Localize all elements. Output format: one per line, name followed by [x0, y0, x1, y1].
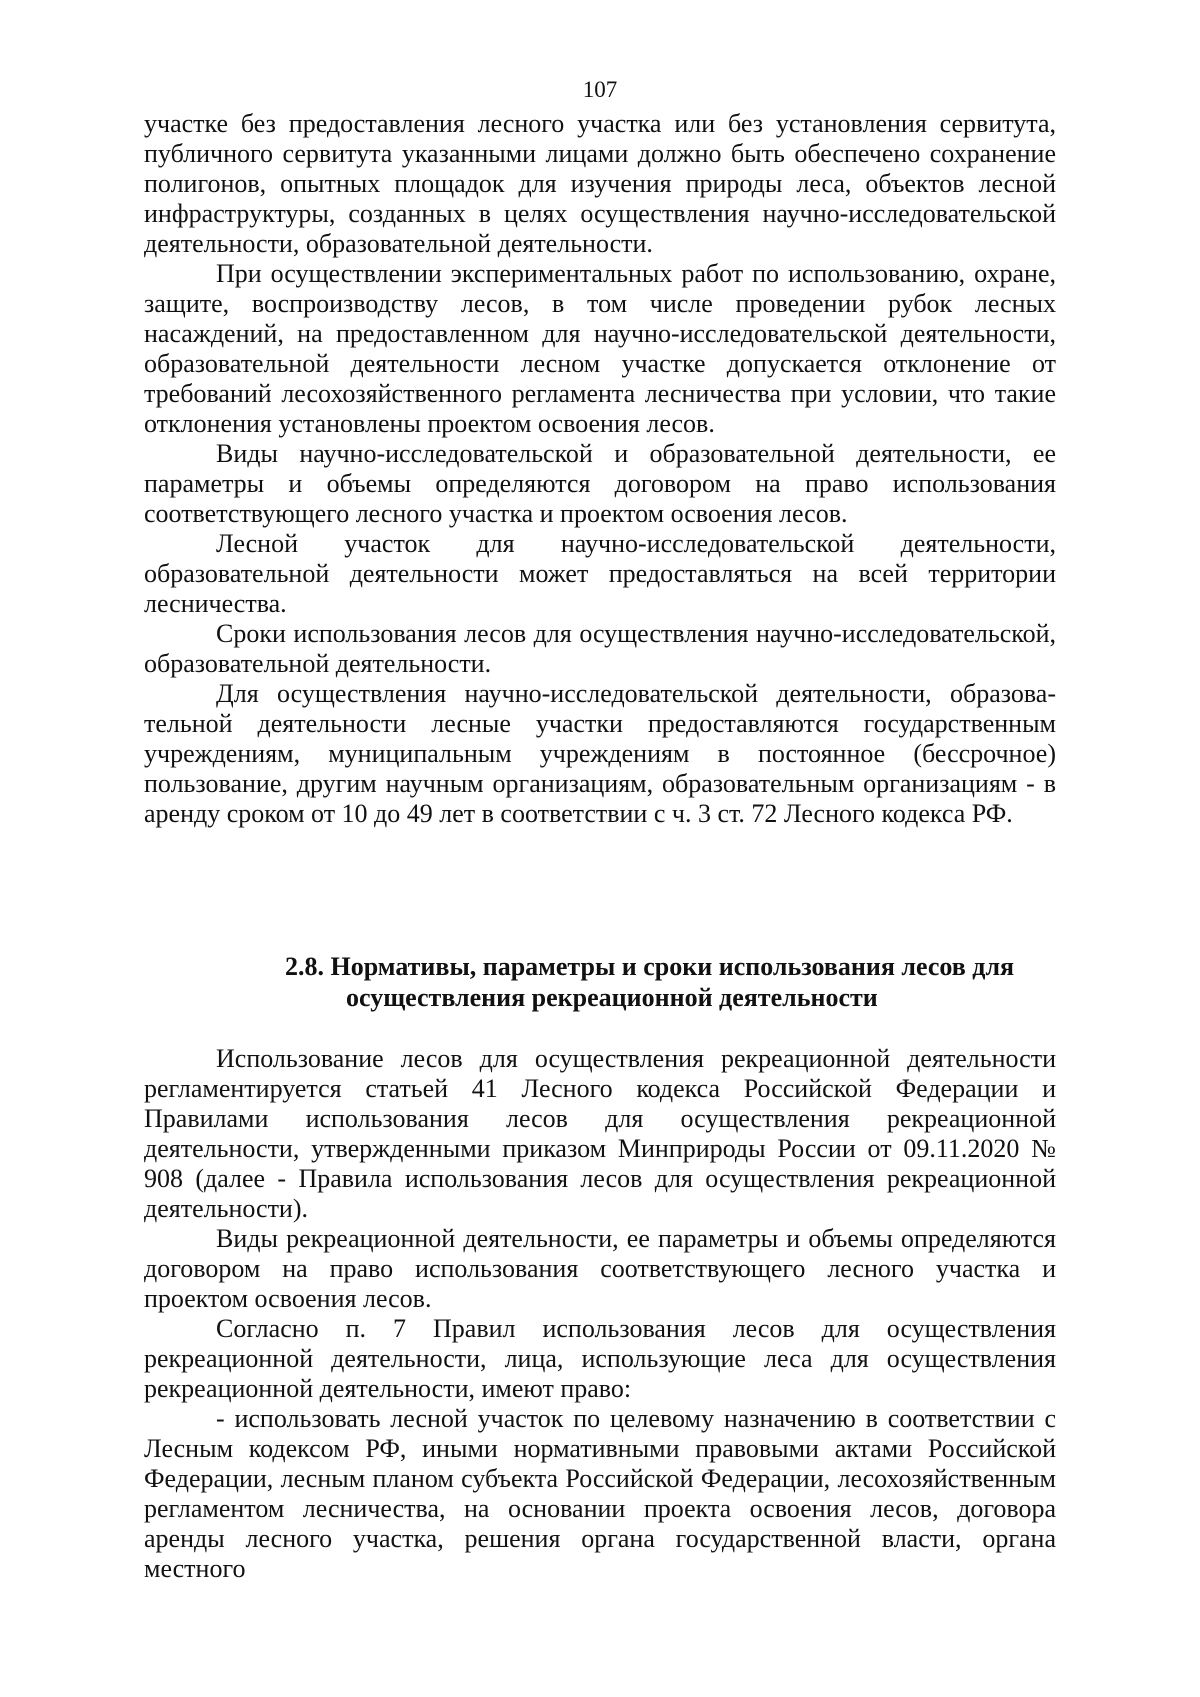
- paragraph: Для осуществления научно-исследовательской деятельности, образова-тельной деятельности лесные участки предоставляются государственным учреждениям, муниципальным учреждениям в постоянное (бессрочное) пользование, другим научным организациям, образовательным организациям - в аренду сроком от 10 до 49 лет в соответствии с ч. 3 ст. 72 Лесного кодекса РФ.: [144, 679, 1056, 828]
- body-text-bottom: [144, 1044, 1056, 1584]
- page-number: 107: [582, 77, 618, 102]
- paragraph: Виды научно-исследовательской и образовательной деятельности, ее параметры и объемы определяются договором на право использования соответствующего лесного участка и проектом освоения лесов.: [144, 439, 1056, 528]
- section-heading-line-2: осуществления рекреационной деятельности: [346, 983, 878, 1012]
- paragraph-continuation: участке без предоставления лесного участка или без установления сервитута, публичного сервитута указанными лицами должно быть обеспечено сохранение полигонов, опытных площадок для изучения природы леса, объектов лесной инфраструктуры, созданных в целях осуществления научно-исследовательской деятельности, образовательной деятельности.: [144, 109, 1056, 258]
- section-heading-line-1: 2.8. Нормативы, параметры и сроки использования лесов для: [285, 952, 1015, 981]
- paragraph: Лесной участок для научно-исследовательской деятельности, образовательной деятельности может предоставляться на всей территории лесничества.: [144, 529, 1056, 618]
- paragraph: Согласно п. 7 Правил использования лесов для осуществления рекреационной деятельности, лица, использующие леса для осуществления рекреационной деятельности, имеют право:: [144, 1314, 1056, 1403]
- section-heading: [144, 951, 1056, 1013]
- list-item-paragraph: - использовать лесной участок по целевому назначению в соответствии с Лесным кодексом РФ, иными нормативными правовыми актами Российской Федерации, лесным планом субъекта Российской Федерации, лесохозяйственным регламентом лесничества, на основании проекта освоения лесов, договора аренды лесного участка, решения органа государственной власти, органа местного: [144, 1404, 1056, 1583]
- paragraph: Использование лесов для осуществления рекреационной деятельности регламентируется статьей 41 Лесного кодекса Российской Федерации и Правилами использования лесов для осуществления рекреационной деятельности, утвержденными приказом Минприроды России от 09.11.2020 № 908 (далее - Правила использования лесов для осуществления рекреационной деятельности).: [144, 1044, 1056, 1223]
- paragraph: При осуществлении экспериментальных работ по использованию, охране, защите, воспроизводству лесов, в том числе проведении рубок лесных насаждений, на предоставленном для научно-исследовательской деятельности, образовательной деятельности лесном участке допускается отклонение от требований лесохозяйственного регламента лесничества при условии, что такие отклонения установлены проектом освоения лесов.: [144, 259, 1056, 438]
- paragraph: Виды рекреационной деятельности, ее параметры и объемы определяются договором на право использования соответствующего лесного участка и проектом освоения лесов.: [144, 1224, 1056, 1313]
- paragraph: Сроки использования лесов для осуществления научно-исследовательской, образовательной деятельности.: [144, 619, 1056, 678]
- body-text-top: [144, 109, 1056, 829]
